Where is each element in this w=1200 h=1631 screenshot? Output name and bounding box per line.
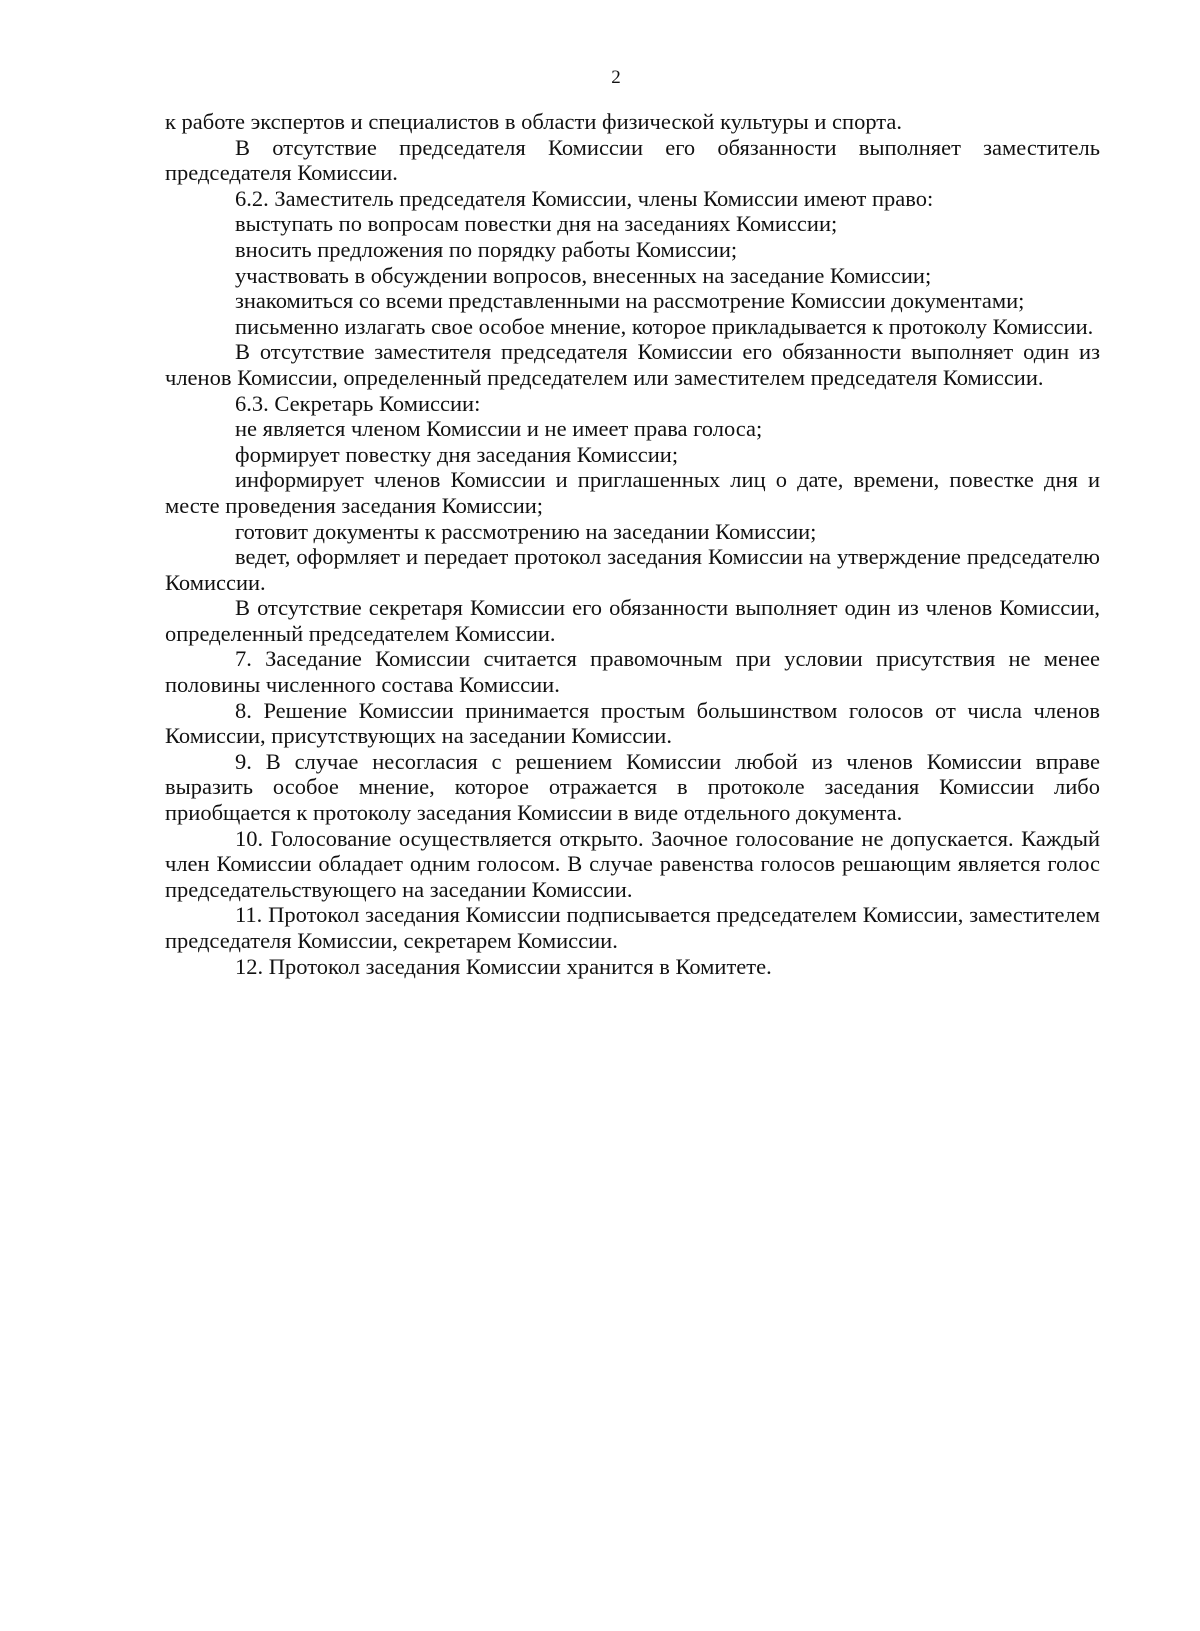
page-number: 2 [611,67,621,88]
paragraph-7-quorum: 7. Заседание Комиссии считается правомочным при условии присутствия не менее половины численного состава Комиссии. [165,646,1100,698]
paragraph-8-decision: 8. Решение Комиссии принимается простым большинством голосов от числа членов Комиссии, присутствующих на заседании Комиссии. [165,697,1100,749]
paragraph-right-propose: вносить предложения по порядку работы Комиссии; [235,236,738,262]
paragraph-secretary-prepare: готовит документы к рассмотрению на заседании Комиссии; [235,518,817,544]
paragraph-right-speak: выступать по вопросам повестки дня на заседаниях Комиссии; [235,211,838,237]
paragraph-chair-absence: В отсутствие председателя Комиссии его обязанности выполняет заместитель председателя Комиссии. [165,134,1100,186]
paragraph-11-signing: 11. Протокол заседания Комиссии подписывается председателем Комиссии, заместителем председателя Комиссии, секретарем Комиссии. [165,902,1100,953]
paragraph-right-dissent: письменно излагать свое особое мнение, которое прикладывается к протоколу Комиссии. [235,313,1094,339]
paragraph-9-dissent: 9. В случае несогласия с решением Комиссии любой из членов Комиссии вправе выразить особое мнение, которое отражается в протоколе заседания Комиссии либо приобщается к протоколу заседания Комиссии в виде отдельного документа. [165,748,1100,826]
paragraph-secretary-absence: В отсутствие секретаря Комиссии его обязанности выполняет один из членов Комиссии, определенный председателем Комиссии. [165,595,1100,646]
paragraph-6-3-heading: 6.3. Секретарь Комиссии: [235,390,481,416]
paragraph-secretary-inform: информирует членов Комиссии и приглашенных лиц о дате, времени, повестке дня и месте проведения заседания Комиссии; [165,467,1100,518]
paragraph-secretary-no-vote: не является членом Комиссии и не имеет права голоса; [235,416,763,442]
paragraph-deputy-absence: В отсутствие заместителя председателя Комиссии его обязанности выполняет один из членов Комиссии, определенный председателем или заместителем председателя Комиссии. [165,339,1100,390]
paragraph-right-review-documents: знакомиться со всеми представленными на рассмотрение Комиссии документами; [235,288,1025,314]
paragraph-12-storage: 12. Протокол заседания Комиссии хранится в Комитете. [235,953,772,979]
paragraph-10-voting: 10. Голосование осуществляется открыто. Заочное голосование не допускается. Каждый член Комиссии обладает одним голосом. В случае равенства голосов решающим является голос председательствующего на заседании Комиссии. [165,825,1100,902]
paragraph-continuation: к работе экспертов и специалистов в области физической культуры и спорта. [165,109,902,134]
paragraph-secretary-minutes: ведет, оформляет и передает протокол заседания Комиссии на утверждение председателю Комиссии. [165,544,1100,595]
paragraph-6-2-heading: 6.2. Заместитель председателя Комиссии, члены Комиссии имеют право: [235,185,934,211]
paragraph-secretary-agenda: формирует повестку дня заседания Комиссии; [235,441,679,467]
document-body [165,109,1100,979]
paragraph-right-discuss: участвовать в обсуждении вопросов, внесенных на заседание Комиссии; [235,262,932,288]
